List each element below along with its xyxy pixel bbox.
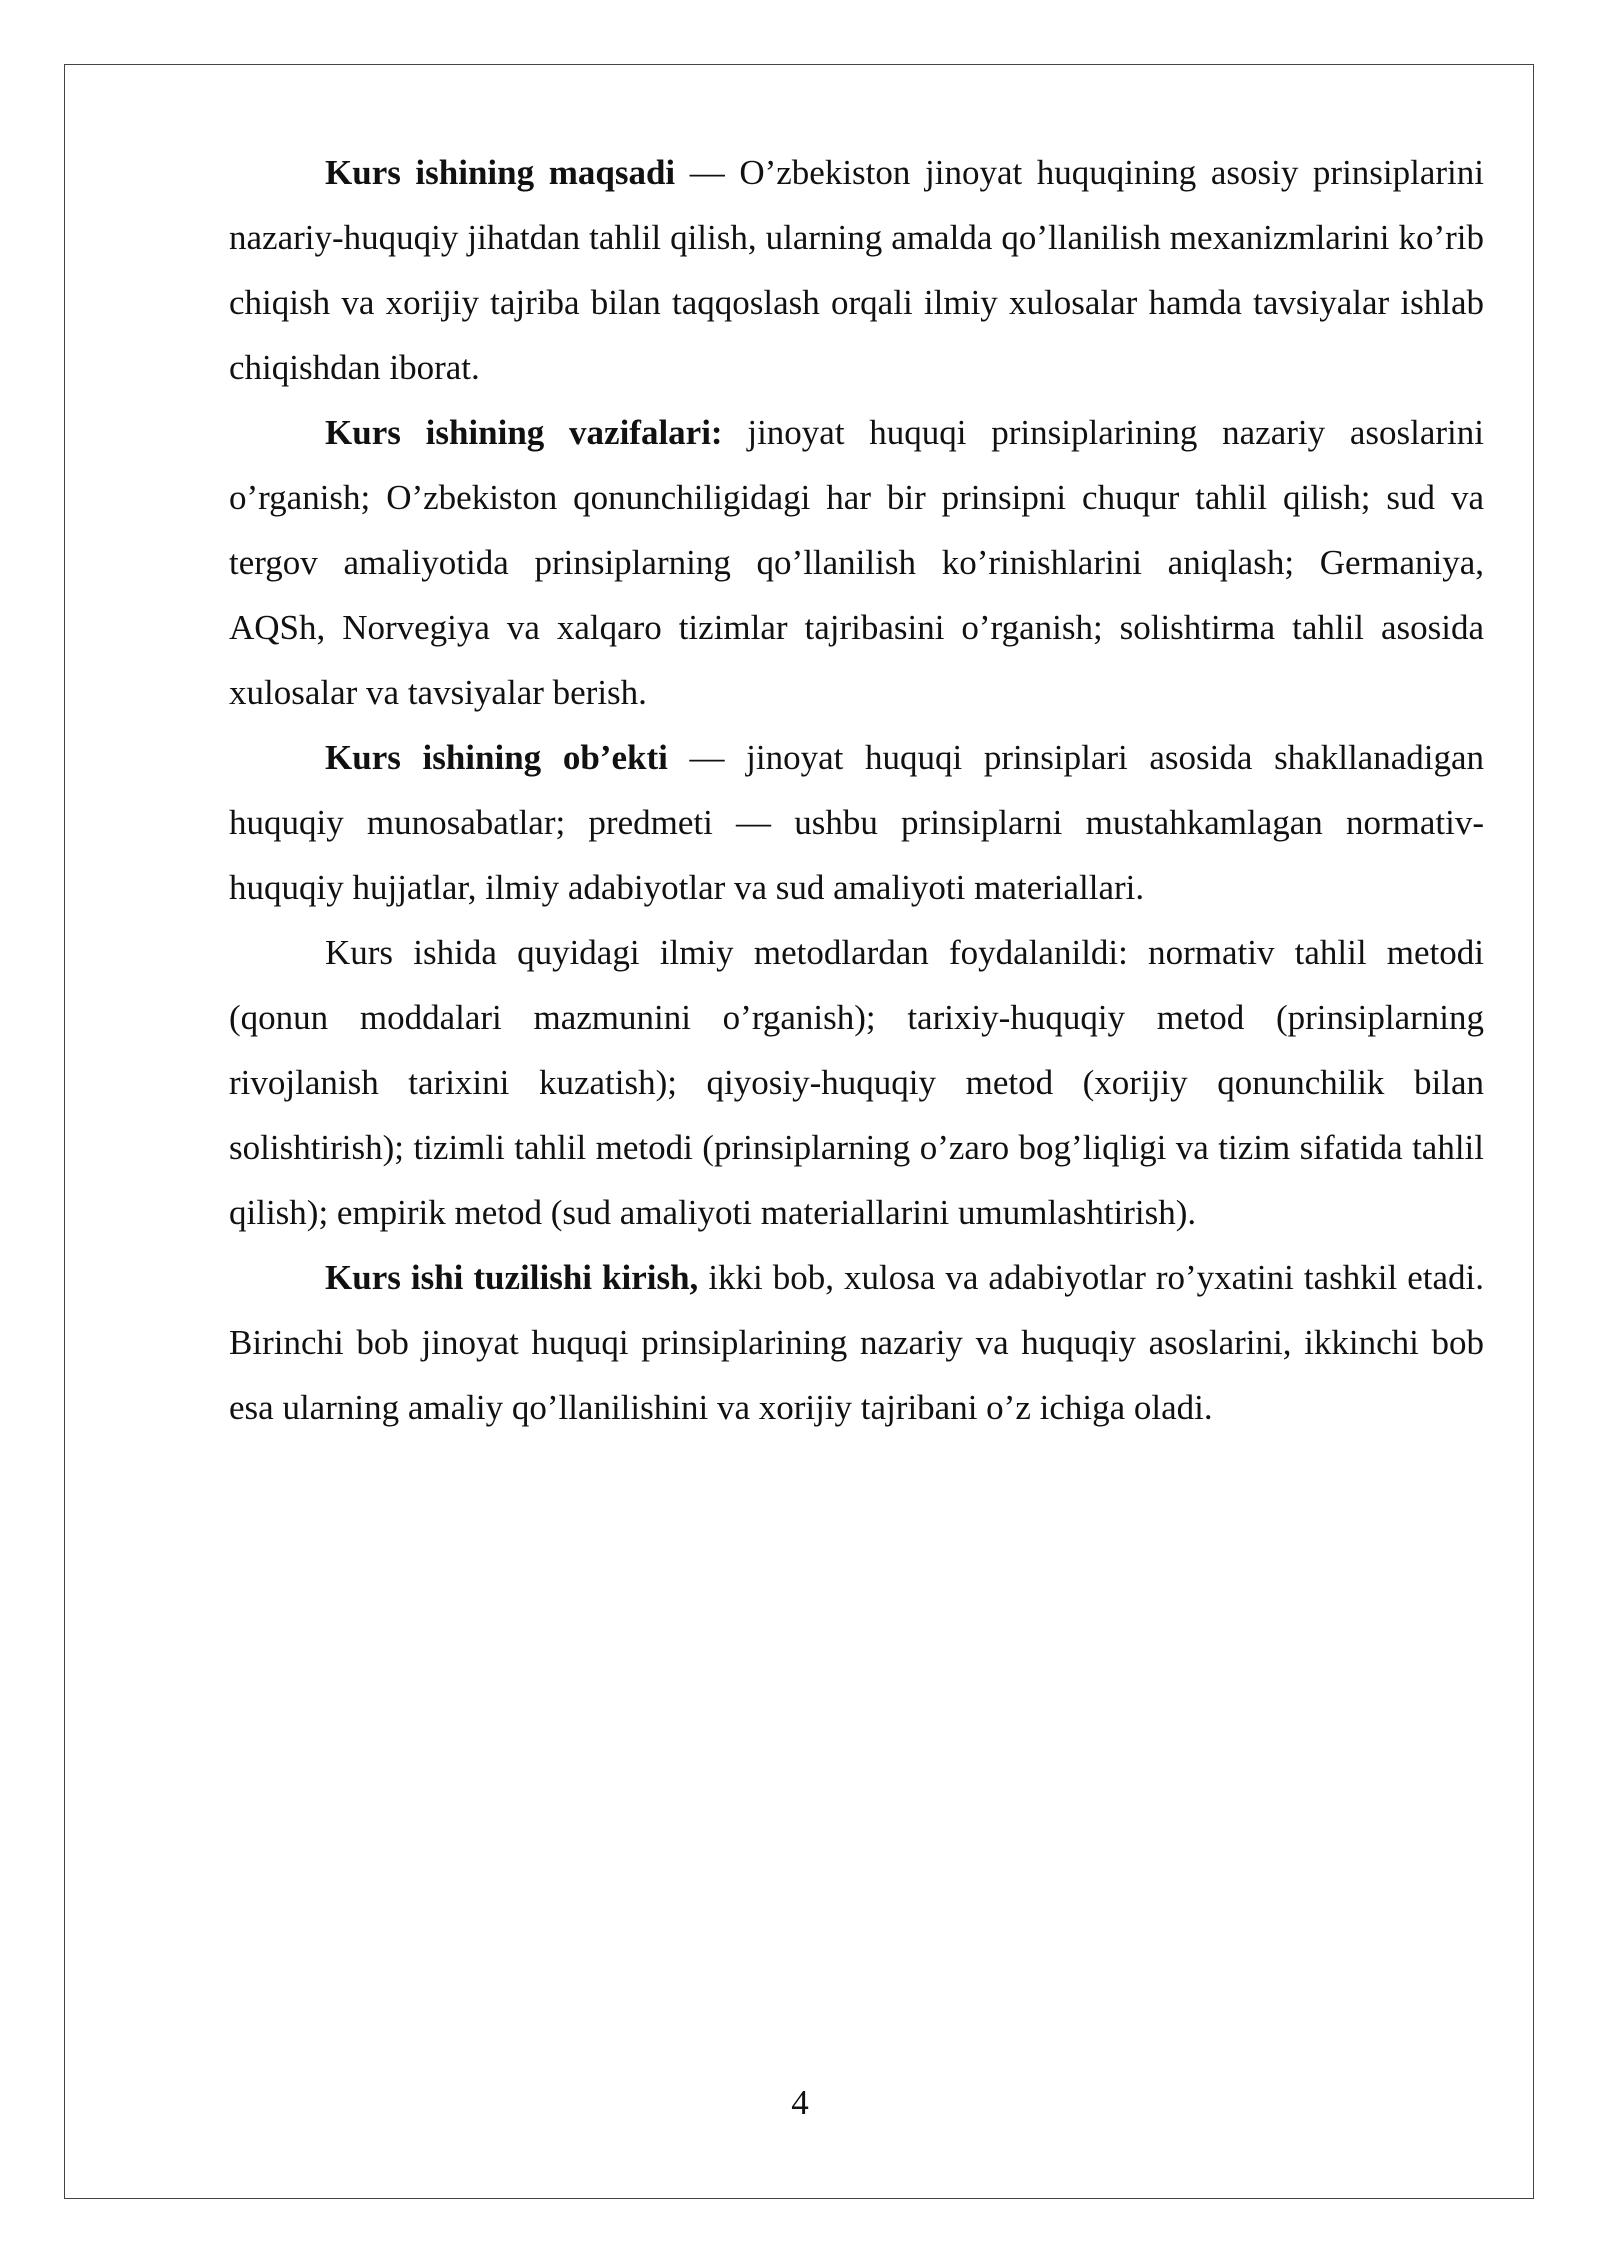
paragraph-structure-heading: Kurs ishi tuzilishi kirish, <box>325 1258 699 1297</box>
paragraph-methods-text: Kurs ishida quyidagi ilmiy metodlardan foydalanildi: normativ tahlil metodi (qonun moddalari mazmunini o’rganish); tarixiy-huquqiy metod (prinsiplarning rivojlanish tarixini kuzatish); qiyosiy-huquqiy metod (xorijiy qonunchilik bilan solishtirish); tizimli tahlil metodi (prinsiplarning o’zaro bog’liqligi va tizim sifatida tahlil qilish); empirik metod (sud amaliyoti materiallarini umumlashtirish). <box>229 933 1484 1232</box>
page-number: 4 <box>791 2083 809 2122</box>
paragraph-tasks-heading: Kurs ishining vazifalari: <box>325 413 723 452</box>
paragraph-goal-text: — O’zbekiston jinoyat huquqining asosiy prinsiplarini nazariy-huquqiy jihatdan tahlil qilish, ularning amalda qo’llanilish mexanizmlarini ko’rib chiqish va xorijiy tajriba bilan taqqoslash orqali ilmiy xulosalar hamda tavsiyalar ishlab chiqishdan iborat. <box>229 153 1485 387</box>
paragraph-tasks-text: jinoyat huquqi prinsiplarining nazariy asoslarini o’rganish; O’zbekiston qonunchiligidagi har bir prinsipni chuqur tahlil qilish; sud va tergov amaliyotida prinsiplarning qo’llanilish ko’rinishlarini aniqlash; Germaniya, AQSh, Norvegiya va xalqaro tizimlar tajribasini o’rganish; solishtirma tahlil asosida xulosalar va tavsiyalar berish. <box>229 413 1484 712</box>
paragraph-object <box>229 725 1484 920</box>
paragraph-object-heading: Kurs ishining ob’ekti <box>325 738 668 777</box>
document-body <box>229 140 1484 1440</box>
paragraph-goal <box>229 140 1484 400</box>
paragraph-goal-heading: Kurs ishining maqsadi <box>325 153 676 192</box>
paragraph-tasks <box>229 400 1484 725</box>
paragraph-methods <box>229 920 1484 1245</box>
paragraph-structure-text: ikki bob, xulosa va adabiyotlar ro’yxatini tashkil etadi. Birinchi bob jinoyat huquqi prinsiplarining nazariy va huquqiy asoslarini, ikkinchi bob esa ularning amaliy qo’llanilishini va xorijiy tajribani o’z ichiga oladi. <box>229 1258 1484 1427</box>
paragraph-object-text: — jinoyat huquqi prinsiplari asosida shakllanadigan huquqiy munosabatlar; predmeti — ushbu prinsiplarni mustahkamlagan normativ-huquqiy hujjatlar, ilmiy adabiyotlar va sud amaliyoti materiallari. <box>229 738 1484 907</box>
paragraph-structure <box>229 1245 1484 1440</box>
